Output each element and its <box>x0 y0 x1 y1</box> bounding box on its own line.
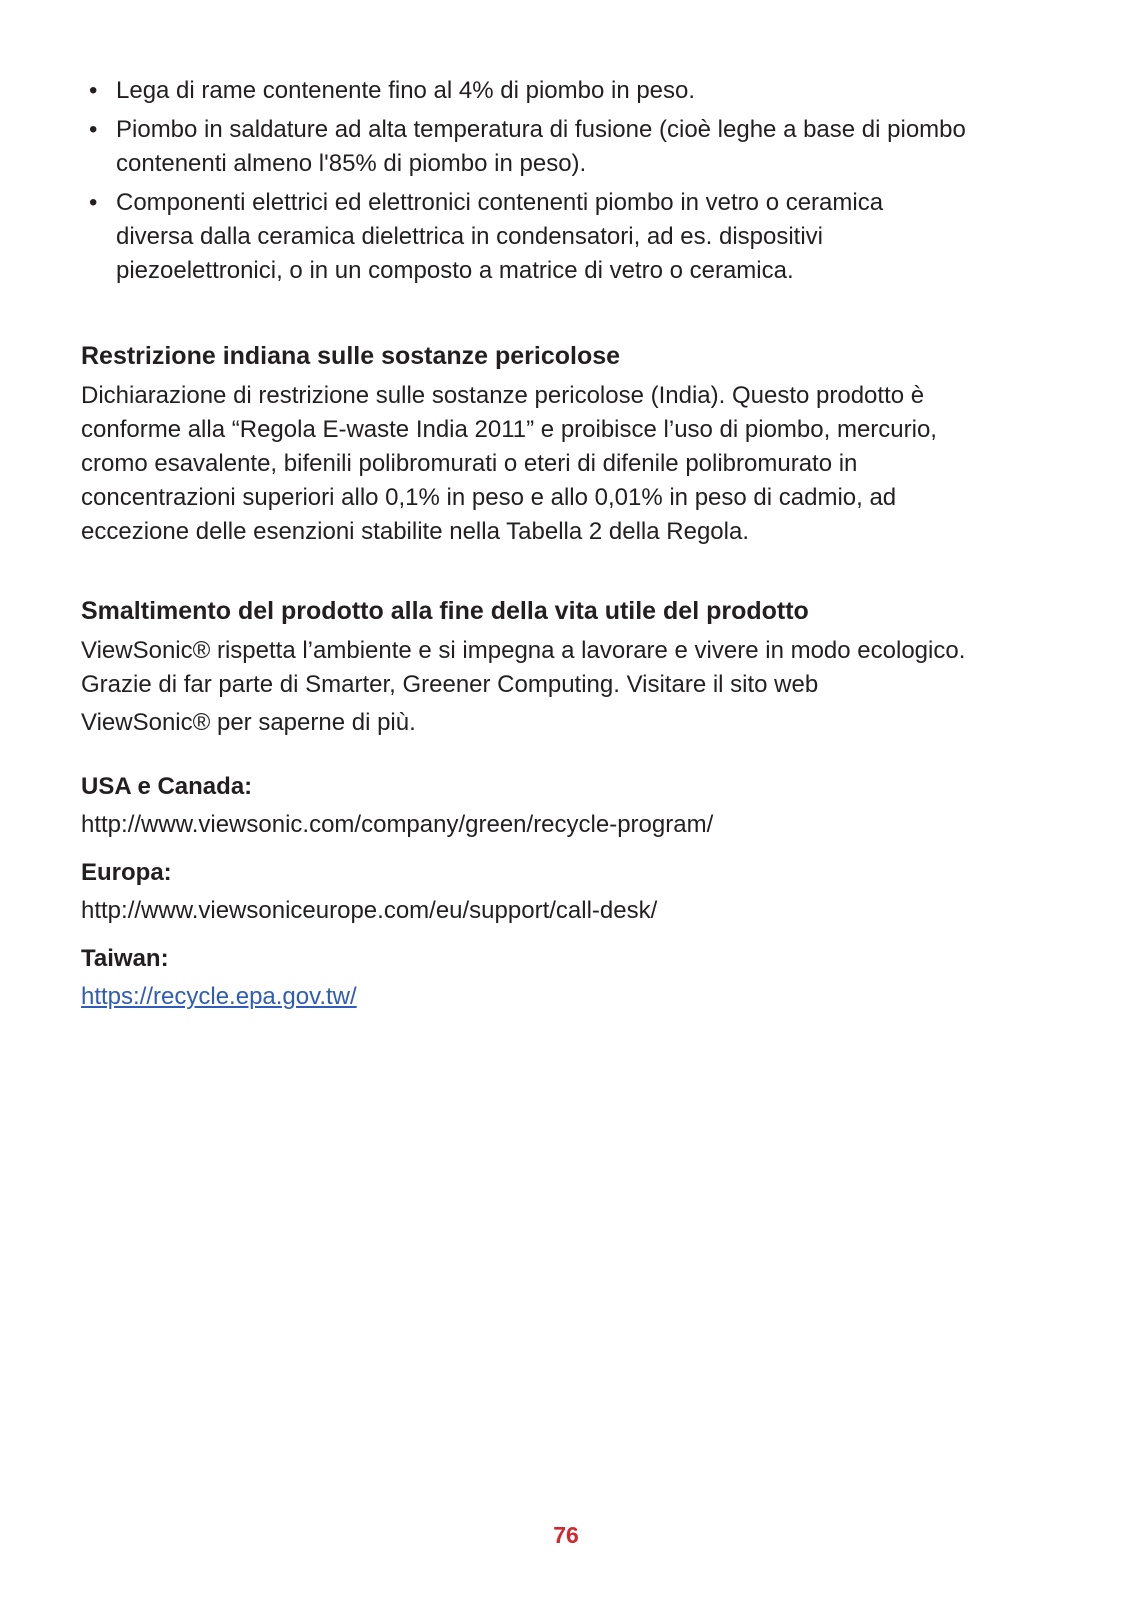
india-rohs-heading: Restrizione indiana sulle sostanze pericolose <box>81 342 621 370</box>
disposal-heading: Smaltimento del prodotto alla fine della vita utile del prodotto <box>81 597 809 625</box>
list-item <box>81 113 1061 181</box>
list-item-line: diversa dalla ceramica dielettrica in condensatori, ad es. dispositivi <box>116 223 824 250</box>
page-number: 76 <box>553 1522 579 1548</box>
region-taiwan <box>81 942 1061 1014</box>
region-label: Europa: <box>81 859 172 886</box>
paragraph-line: cromo esavalente, bifenili polibromurati o eteri di difenile polibromurato in <box>81 450 858 477</box>
list-item-text <box>116 113 1061 181</box>
paragraph-line: eccezione delle esenzioni stabilite nella Tabella 2 della Regola. <box>81 518 750 545</box>
region-europa <box>81 856 1061 928</box>
region-url: http://www.viewsonic.com/company/green/recycle-program/ <box>81 811 714 838</box>
list-item <box>81 186 1061 288</box>
list-item-text: Lega di rame contenente fino al 4% di piombo in peso. <box>116 77 696 104</box>
region-label: USA e Canada: <box>81 773 253 800</box>
list-item-line: Componenti elettrici ed elettronici contenenti piombo in vetro o ceramica <box>116 189 884 216</box>
bullet-list <box>81 74 1061 288</box>
paragraph-line: Dichiarazione di restrizione sulle sostanze pericolose (India). Questo prodotto è <box>81 382 925 409</box>
list-item-line: Piombo in saldature ad alta temperatura di fusione (cioè leghe a base di piombo <box>116 116 966 143</box>
india-rohs-section <box>81 339 1061 549</box>
region-url: http://www.viewsoniceurope.com/eu/support/call-desk/ <box>81 897 658 924</box>
disposal-paragraph <box>81 634 1061 740</box>
list-item-text <box>116 186 1061 288</box>
list-item <box>81 74 1061 108</box>
bullet-icon: • <box>89 189 98 216</box>
paragraph-line: ViewSonic® per saperne di più. <box>81 709 416 736</box>
region-url-container <box>81 980 1061 1014</box>
paragraph-line: concentrazioni superiori allo 0,1% in peso e allo 0,01% in peso di cadmio, ad <box>81 484 897 511</box>
region-usa-canada <box>81 770 1061 842</box>
region-label: Taiwan: <box>81 945 169 972</box>
india-rohs-paragraph <box>81 379 1061 549</box>
list-item-line: contenenti almeno l'85% di piombo in peso). <box>116 150 587 177</box>
document-page <box>81 74 1061 1014</box>
bullet-icon: • <box>89 77 98 104</box>
paragraph-line: ViewSonic® rispetta l’ambiente e si impegna a lavorare e vivere in modo ecologico. <box>81 637 966 664</box>
paragraph-line: Grazie di far parte di Smarter, Greener Computing. Visitare il sito web <box>81 671 819 698</box>
taiwan-recycle-link[interactable]: https://recycle.epa.gov.tw/ <box>81 983 357 1010</box>
paragraph-line: conforme alla “Regola E-waste India 2011” e proibisce l’uso di piombo, mercurio, <box>81 416 937 443</box>
list-item-line: piezoelettronici, o in un composto a matrice di vetro o ceramica. <box>116 257 794 284</box>
disposal-section <box>81 594 1061 1014</box>
bullet-icon: • <box>89 116 98 143</box>
